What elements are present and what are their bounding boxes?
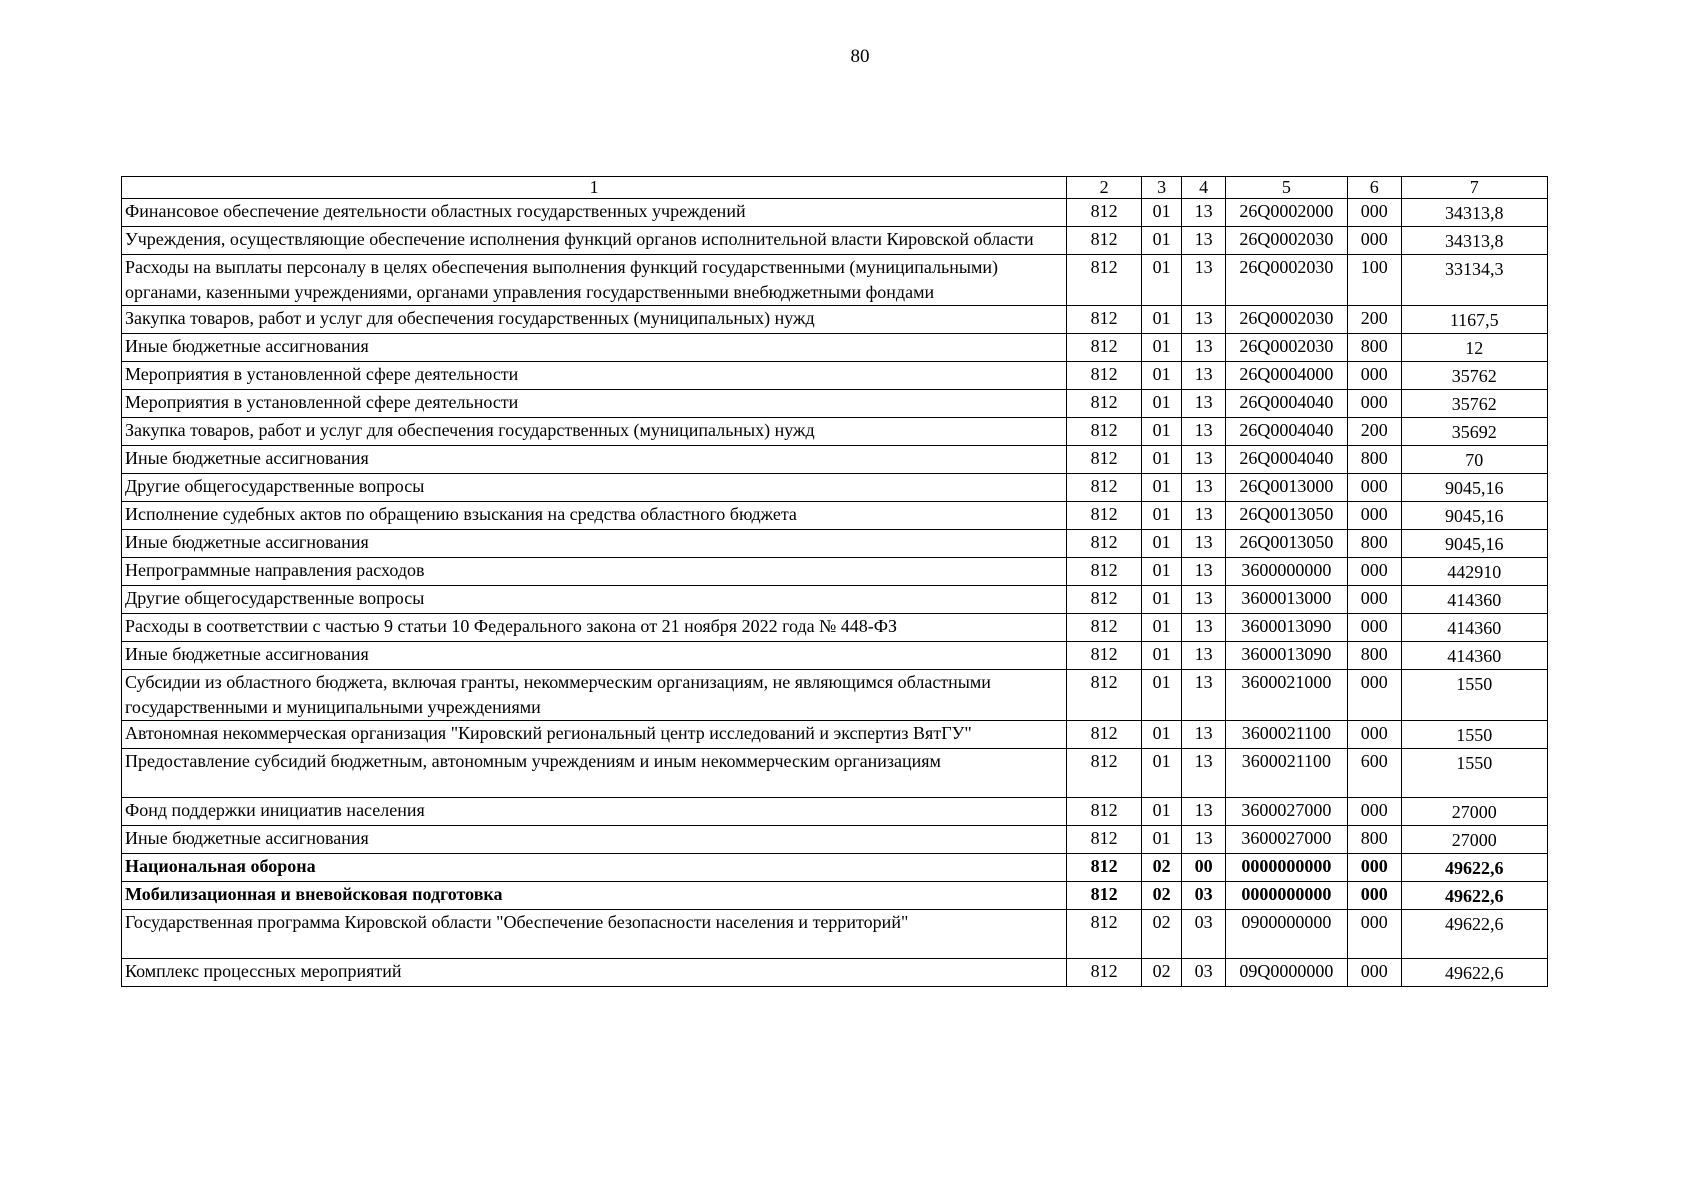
table-row — [122, 854, 1548, 882]
row-vr-cell: 000 — [1347, 502, 1401, 530]
row-pr-cell: 03 — [1182, 882, 1225, 910]
row-ved-cell: 812 — [1067, 390, 1142, 418]
table-row — [122, 642, 1548, 670]
row-rz-cell: 01 — [1141, 390, 1181, 418]
row-name-cell: Финансовое обеспечение деятельности областных государственных учреждений — [122, 199, 1067, 227]
row-sum-cell: 49622,6 — [1401, 910, 1548, 959]
row-rz-cell: 01 — [1141, 614, 1181, 642]
row-sum-cell: 49622,6 — [1401, 959, 1548, 987]
table-row — [122, 959, 1548, 987]
row-name-cell: Иные бюджетные ассигнования — [122, 530, 1067, 558]
row-pr-cell: 03 — [1182, 959, 1225, 987]
row-sum-cell: 49622,6 — [1401, 854, 1548, 882]
row-sum-cell: 9045,16 — [1401, 474, 1548, 502]
row-csr-cell: 0900000000 — [1225, 910, 1347, 959]
row-sum-cell: 70 — [1401, 446, 1548, 474]
row-name-cell: Иные бюджетные ассигнования — [122, 642, 1067, 670]
row-rz-cell: 01 — [1141, 798, 1181, 826]
table-row — [122, 670, 1548, 721]
row-vr-cell: 800 — [1347, 530, 1401, 558]
row-rz-cell: 01 — [1141, 502, 1181, 530]
header-cell-pr: 4 — [1182, 177, 1225, 199]
row-ved-cell: 812 — [1067, 255, 1142, 306]
row-pr-cell: 13 — [1182, 390, 1225, 418]
row-ved-cell: 812 — [1067, 558, 1142, 586]
table-row — [122, 199, 1548, 227]
row-rz-cell: 01 — [1141, 227, 1181, 255]
row-pr-cell: 13 — [1182, 502, 1225, 530]
row-vr-cell: 000 — [1347, 362, 1401, 390]
row-csr-cell: 26Q0002030 — [1225, 334, 1347, 362]
table-row — [122, 798, 1548, 826]
table-row — [122, 446, 1548, 474]
row-ved-cell: 812 — [1067, 959, 1142, 987]
row-ved-cell: 812 — [1067, 910, 1142, 959]
row-rz-cell: 01 — [1141, 586, 1181, 614]
row-sum-cell: 12 — [1401, 334, 1548, 362]
row-csr-cell: 26Q0002030 — [1225, 306, 1347, 334]
table-row — [122, 306, 1548, 334]
row-vr-cell: 000 — [1347, 474, 1401, 502]
row-ved-cell: 812 — [1067, 530, 1142, 558]
row-pr-cell: 13 — [1182, 826, 1225, 854]
row-sum-cell: 414360 — [1401, 642, 1548, 670]
row-pr-cell: 13 — [1182, 474, 1225, 502]
row-ved-cell: 812 — [1067, 854, 1142, 882]
header-cell-csr: 5 — [1225, 177, 1347, 199]
row-rz-cell: 02 — [1141, 882, 1181, 910]
table-row — [122, 558, 1548, 586]
row-name-cell: Мероприятия в установленной сфере деятельности — [122, 362, 1067, 390]
row-ved-cell: 812 — [1067, 721, 1142, 749]
row-vr-cell: 000 — [1347, 910, 1401, 959]
row-csr-cell: 26Q0013050 — [1225, 530, 1347, 558]
row-rz-cell: 01 — [1141, 826, 1181, 854]
table-row — [122, 614, 1548, 642]
row-pr-cell: 13 — [1182, 362, 1225, 390]
row-pr-cell: 13 — [1182, 227, 1225, 255]
row-name-cell: Расходы на выплаты персоналу в целях обеспечения выполнения функций государственными (муниципальными) органами, казенными учреждениями, органами управления государственными внебюджетными фондами — [122, 255, 1067, 306]
row-name-cell: Иные бюджетные ассигнования — [122, 446, 1067, 474]
row-rz-cell: 01 — [1141, 474, 1181, 502]
row-csr-cell: 26Q0013050 — [1225, 502, 1347, 530]
row-pr-cell: 13 — [1182, 306, 1225, 334]
page-number: 80 — [850, 46, 870, 67]
row-pr-cell: 03 — [1182, 910, 1225, 959]
row-csr-cell: 3600013000 — [1225, 586, 1347, 614]
row-csr-cell: 3600021100 — [1225, 749, 1347, 798]
row-vr-cell: 000 — [1347, 199, 1401, 227]
row-pr-cell: 13 — [1182, 642, 1225, 670]
row-csr-cell: 3600021000 — [1225, 670, 1347, 721]
row-name-cell: Закупка товаров, работ и услуг для обеспечения государственных (муниципальных) нужд — [122, 306, 1067, 334]
row-csr-cell: 26Q0002000 — [1225, 199, 1347, 227]
row-vr-cell: 000 — [1347, 227, 1401, 255]
row-pr-cell: 13 — [1182, 670, 1225, 721]
header-cell-vr: 6 — [1347, 177, 1401, 199]
row-ved-cell: 812 — [1067, 798, 1142, 826]
row-ved-cell: 812 — [1067, 418, 1142, 446]
row-name-cell: Иные бюджетные ассигнования — [122, 334, 1067, 362]
table-row — [122, 910, 1548, 959]
table-row — [122, 362, 1548, 390]
row-rz-cell: 01 — [1141, 670, 1181, 721]
row-sum-cell: 35692 — [1401, 418, 1548, 446]
table-row — [122, 334, 1548, 362]
row-sum-cell: 414360 — [1401, 614, 1548, 642]
row-vr-cell: 000 — [1347, 670, 1401, 721]
row-name-cell: Национальная оборона — [122, 854, 1067, 882]
row-rz-cell: 01 — [1141, 306, 1181, 334]
row-sum-cell: 27000 — [1401, 798, 1548, 826]
row-name-cell: Государственная программа Кировской области "Обеспечение безопасности населения и территорий" — [122, 910, 1067, 959]
row-csr-cell: 26Q0002030 — [1225, 227, 1347, 255]
row-csr-cell: 3600021100 — [1225, 721, 1347, 749]
row-ved-cell: 812 — [1067, 642, 1142, 670]
row-sum-cell: 414360 — [1401, 586, 1548, 614]
row-name-cell: Другие общегосударственные вопросы — [122, 586, 1067, 614]
row-vr-cell: 800 — [1347, 446, 1401, 474]
table-row — [122, 882, 1548, 910]
row-sum-cell: 442910 — [1401, 558, 1548, 586]
row-ved-cell: 812 — [1067, 826, 1142, 854]
header-cell-name: 1 — [122, 177, 1067, 199]
row-ved-cell: 812 — [1067, 670, 1142, 721]
row-rz-cell: 01 — [1141, 530, 1181, 558]
row-csr-cell: 3600000000 — [1225, 558, 1347, 586]
row-name-cell: Учреждения, осуществляющие обеспечение исполнения функций органов исполнительной власти Кировской области — [122, 227, 1067, 255]
row-pr-cell: 13 — [1182, 558, 1225, 586]
table-row — [122, 502, 1548, 530]
row-csr-cell: 0000000000 — [1225, 854, 1347, 882]
row-ved-cell: 812 — [1067, 199, 1142, 227]
row-name-cell: Расходы в соответствии с частью 9 статьи 10 Федерального закона от 21 ноября 2022 года № 448-ФЗ — [122, 614, 1067, 642]
row-pr-cell: 13 — [1182, 334, 1225, 362]
row-ved-cell: 812 — [1067, 882, 1142, 910]
row-csr-cell: 26Q0004040 — [1225, 418, 1347, 446]
table-row — [122, 255, 1548, 306]
row-pr-cell: 13 — [1182, 446, 1225, 474]
row-name-cell: Закупка товаров, работ и услуг для обеспечения государственных (муниципальных) нужд — [122, 418, 1067, 446]
row-pr-cell: 13 — [1182, 614, 1225, 642]
row-csr-cell: 26Q0004040 — [1225, 446, 1347, 474]
table-row — [122, 530, 1548, 558]
row-rz-cell: 02 — [1141, 959, 1181, 987]
row-sum-cell: 35762 — [1401, 362, 1548, 390]
row-csr-cell: 3600027000 — [1225, 798, 1347, 826]
row-csr-cell: 26Q0004040 — [1225, 390, 1347, 418]
row-rz-cell: 01 — [1141, 418, 1181, 446]
row-ved-cell: 812 — [1067, 749, 1142, 798]
row-pr-cell: 13 — [1182, 749, 1225, 798]
row-vr-cell: 200 — [1347, 306, 1401, 334]
row-csr-cell: 26Q0002030 — [1225, 255, 1347, 306]
table-body — [122, 199, 1548, 987]
row-rz-cell: 01 — [1141, 334, 1181, 362]
row-rz-cell: 01 — [1141, 558, 1181, 586]
row-pr-cell: 13 — [1182, 586, 1225, 614]
row-vr-cell: 800 — [1347, 334, 1401, 362]
row-csr-cell: 3600013090 — [1225, 614, 1347, 642]
row-ved-cell: 812 — [1067, 474, 1142, 502]
row-sum-cell: 34313,8 — [1401, 199, 1548, 227]
row-name-cell: Мероприятия в установленной сфере деятельности — [122, 390, 1067, 418]
row-vr-cell: 000 — [1347, 798, 1401, 826]
row-sum-cell: 9045,16 — [1401, 502, 1548, 530]
row-rz-cell: 01 — [1141, 749, 1181, 798]
row-ved-cell: 812 — [1067, 502, 1142, 530]
row-sum-cell: 49622,6 — [1401, 882, 1548, 910]
budget-table — [121, 176, 1548, 987]
row-sum-cell: 27000 — [1401, 826, 1548, 854]
row-rz-cell: 01 — [1141, 255, 1181, 306]
row-sum-cell: 1550 — [1401, 721, 1548, 749]
row-vr-cell: 800 — [1347, 826, 1401, 854]
row-name-cell: Другие общегосударственные вопросы — [122, 474, 1067, 502]
row-ved-cell: 812 — [1067, 227, 1142, 255]
row-rz-cell: 01 — [1141, 642, 1181, 670]
header-cell-sum: 7 — [1401, 177, 1548, 199]
row-vr-cell: 200 — [1347, 418, 1401, 446]
row-sum-cell: 1550 — [1401, 749, 1548, 798]
row-rz-cell: 01 — [1141, 199, 1181, 227]
row-vr-cell: 000 — [1347, 558, 1401, 586]
row-vr-cell: 800 — [1347, 642, 1401, 670]
header-row — [122, 177, 1548, 199]
row-csr-cell: 26Q0004000 — [1225, 362, 1347, 390]
row-vr-cell: 000 — [1347, 721, 1401, 749]
row-ved-cell: 812 — [1067, 614, 1142, 642]
row-rz-cell: 01 — [1141, 721, 1181, 749]
row-pr-cell: 13 — [1182, 199, 1225, 227]
row-name-cell: Предоставление субсидий бюджетным, автономным учреждениям и иным некоммерческим организациям — [122, 749, 1067, 798]
table-row — [122, 749, 1548, 798]
row-sum-cell: 9045,16 — [1401, 530, 1548, 558]
header-cell-rz: 3 — [1141, 177, 1181, 199]
row-rz-cell: 01 — [1141, 446, 1181, 474]
row-rz-cell: 02 — [1141, 854, 1181, 882]
row-vr-cell: 000 — [1347, 586, 1401, 614]
row-name-cell: Автономная некоммерческая организация "Кировский региональный центр исследований и экспертиз ВятГУ" — [122, 721, 1067, 749]
row-vr-cell: 000 — [1347, 959, 1401, 987]
row-ved-cell: 812 — [1067, 362, 1142, 390]
row-csr-cell: 3600027000 — [1225, 826, 1347, 854]
row-name-cell: Субсидии из областного бюджета, включая гранты, некоммерческим организациям, не являющимся областными государственными и муниципальными учреждениями — [122, 670, 1067, 721]
row-vr-cell: 000 — [1347, 882, 1401, 910]
row-name-cell: Исполнение судебных актов по обращению взыскания на средства областного бюджета — [122, 502, 1067, 530]
row-ved-cell: 812 — [1067, 586, 1142, 614]
row-ved-cell: 812 — [1067, 306, 1142, 334]
table-row — [122, 586, 1548, 614]
row-name-cell: Комплекс процессных мероприятий — [122, 959, 1067, 987]
row-sum-cell: 34313,8 — [1401, 227, 1548, 255]
row-vr-cell: 600 — [1347, 749, 1401, 798]
row-pr-cell: 00 — [1182, 854, 1225, 882]
row-pr-cell: 13 — [1182, 418, 1225, 446]
row-pr-cell: 13 — [1182, 798, 1225, 826]
table-row — [122, 418, 1548, 446]
row-csr-cell: 0000000000 — [1225, 882, 1347, 910]
row-name-cell: Фонд поддержки инициатив населения — [122, 798, 1067, 826]
row-vr-cell: 000 — [1347, 854, 1401, 882]
row-rz-cell: 01 — [1141, 362, 1181, 390]
row-ved-cell: 812 — [1067, 446, 1142, 474]
table-row — [122, 227, 1548, 255]
row-pr-cell: 13 — [1182, 530, 1225, 558]
table-row — [122, 390, 1548, 418]
table-row — [122, 721, 1548, 749]
row-vr-cell: 100 — [1347, 255, 1401, 306]
row-rz-cell: 02 — [1141, 910, 1181, 959]
table-row — [122, 474, 1548, 502]
row-name-cell: Непрограммные направления расходов — [122, 558, 1067, 586]
row-pr-cell: 13 — [1182, 721, 1225, 749]
row-sum-cell: 1550 — [1401, 670, 1548, 721]
row-name-cell: Мобилизационная и вневойсковая подготовка — [122, 882, 1067, 910]
row-sum-cell: 1167,5 — [1401, 306, 1548, 334]
row-sum-cell: 35762 — [1401, 390, 1548, 418]
row-sum-cell: 33134,3 — [1401, 255, 1548, 306]
row-pr-cell: 13 — [1182, 255, 1225, 306]
row-csr-cell: 3600013090 — [1225, 642, 1347, 670]
row-vr-cell: 000 — [1347, 390, 1401, 418]
row-csr-cell: 26Q0013000 — [1225, 474, 1347, 502]
row-vr-cell: 000 — [1347, 614, 1401, 642]
row-name-cell: Иные бюджетные ассигнования — [122, 826, 1067, 854]
table-row — [122, 826, 1548, 854]
header-cell-ved: 2 — [1067, 177, 1142, 199]
row-ved-cell: 812 — [1067, 334, 1142, 362]
row-csr-cell: 09Q0000000 — [1225, 959, 1347, 987]
